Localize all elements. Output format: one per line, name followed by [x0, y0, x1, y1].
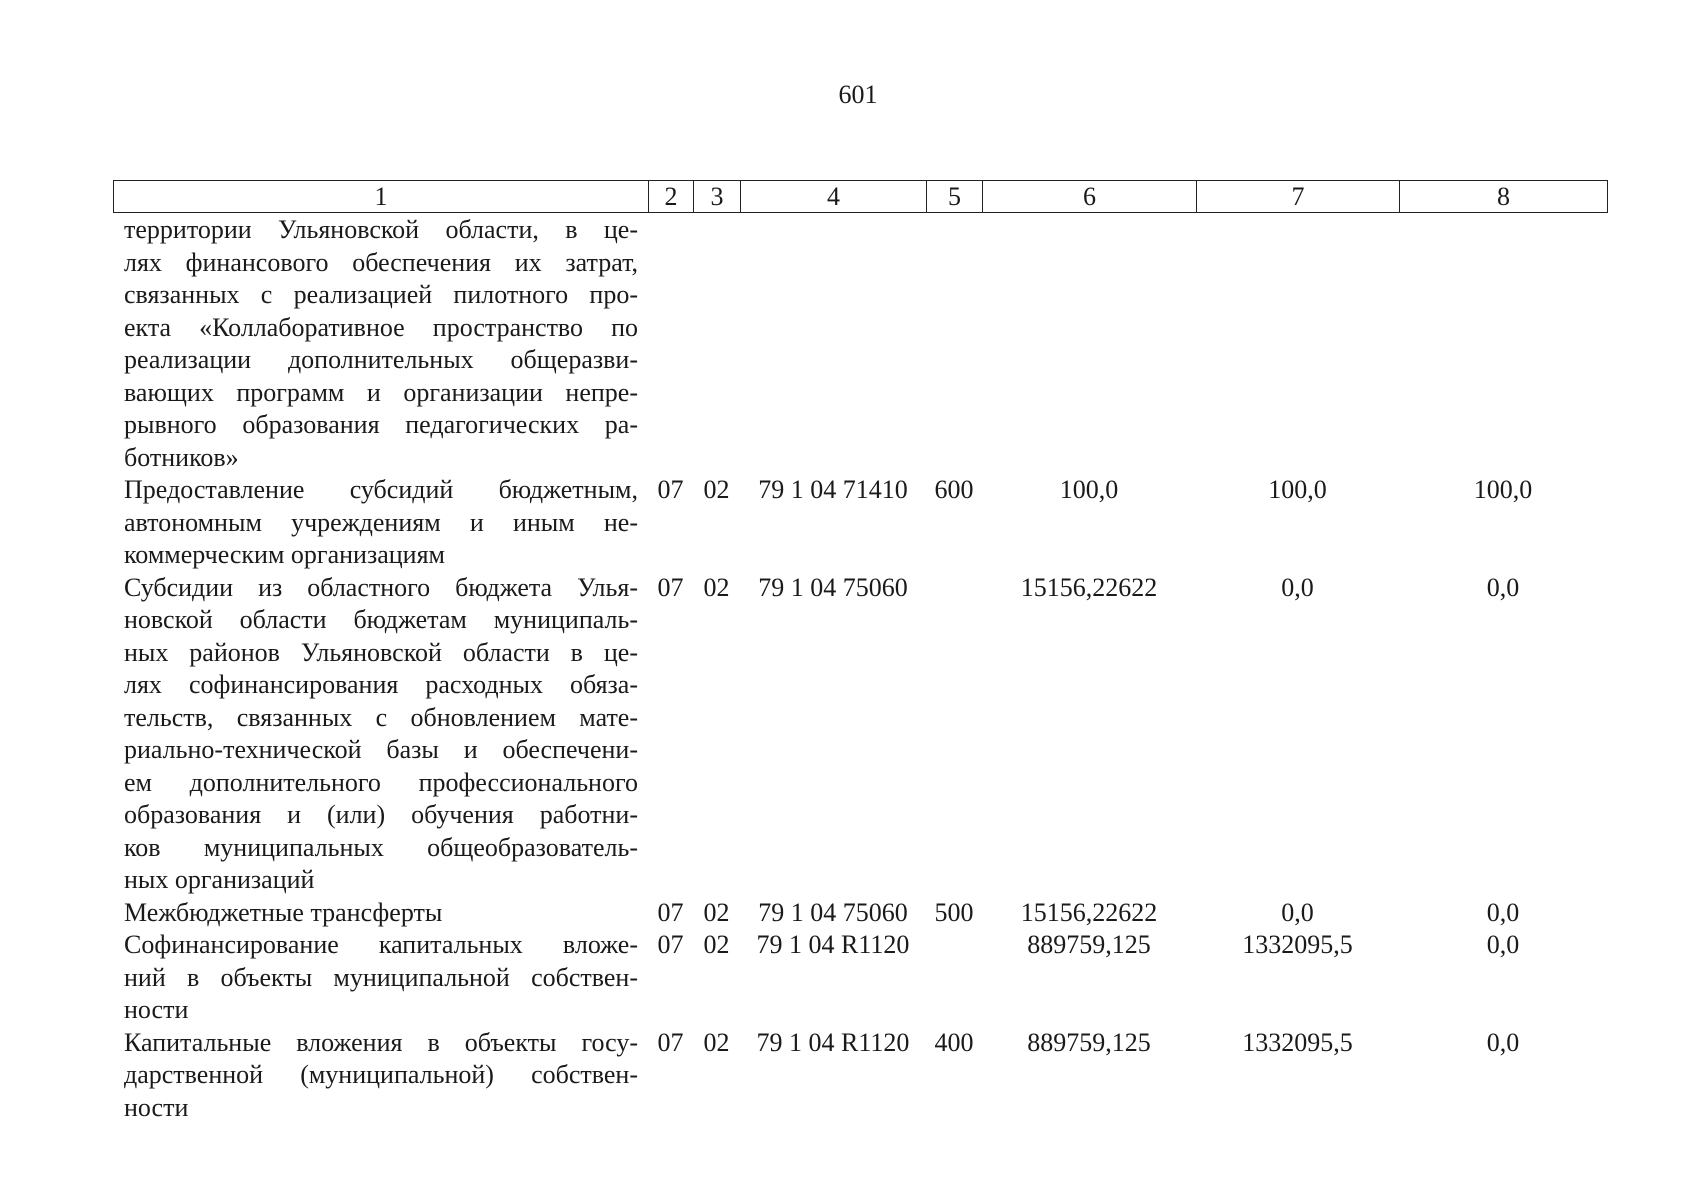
section-code: 07 — [657, 897, 684, 927]
description-line: Субсидии из областного бюджета Улья- — [124, 572, 638, 602]
row-description — [113, 897, 648, 930]
section-code: 07 — [657, 475, 684, 504]
amount-col-6: 889759,125 — [1027, 1027, 1151, 1057]
description-line: дарственной (муниципальной) собствен- — [124, 1060, 638, 1089]
header-col-1: 1 — [114, 181, 649, 213]
description-line: ности — [124, 1092, 189, 1122]
amount-col-6: 15156,22622 — [1020, 897, 1158, 927]
subsection-code: 02 — [703, 1027, 730, 1057]
description-line: риально-технической базы и обеспечени- — [124, 735, 638, 764]
target-article-code: 79 1 04 71410 — [758, 475, 908, 504]
subsection-code: 02 — [703, 897, 730, 927]
description-line: ний в объекты муниципальной собствен- — [124, 962, 638, 992]
row-description — [113, 1027, 648, 1125]
amount-col-6: 100,0 — [1059, 475, 1119, 504]
subsection-code: 02 — [703, 930, 730, 959]
amount-col-6 — [982, 214, 1196, 474]
header-col-8: 8 — [1400, 181, 1608, 213]
description-line: ем дополнительного профессионального — [124, 767, 638, 797]
description-line: новской области бюджетам муниципаль- — [124, 605, 638, 634]
amount-col-8: 0,0 — [1486, 572, 1520, 602]
amount-col-8: 0,0 — [1486, 897, 1520, 927]
subsection-code: 02 — [703, 572, 730, 602]
table-header — [113, 180, 1608, 213]
description-line: лях софинансирования расходных обяза- — [124, 670, 638, 699]
description-line: ности — [124, 995, 189, 1024]
description-line: Предоставление субсидий бюджетным, — [124, 475, 638, 504]
expense-type-code: 400 — [934, 1027, 974, 1057]
description-line: Межбюджетные трансферты — [124, 897, 443, 927]
description-line: реализации дополнительных общеразви- — [124, 345, 638, 374]
amount-col-7: 0,0 — [1281, 572, 1314, 602]
section-code — [648, 214, 693, 474]
description-line: екта «Коллаборативное пространство по — [124, 312, 638, 342]
subsection-code — [693, 214, 740, 474]
description-line: тельств, связанных с обновлением мате- — [124, 702, 638, 732]
row-description — [113, 929, 648, 1027]
amount-col-7 — [1196, 214, 1399, 474]
description-line: ботников» — [124, 442, 239, 472]
header-col-4: 4 — [741, 181, 927, 213]
description-line: ков муниципальных общеобразователь- — [124, 832, 638, 862]
description-line: автономным учреждениям и иным не- — [124, 507, 638, 537]
expense-type-code — [926, 572, 982, 897]
table-row — [113, 214, 1607, 474]
table-row — [113, 474, 1607, 572]
amount-col-8: 0,0 — [1486, 1027, 1520, 1057]
amount-col-8: 100,0 — [1473, 475, 1533, 504]
expense-type-code: 600 — [934, 475, 974, 504]
description-line: ных организаций — [124, 865, 315, 894]
section-code: 07 — [657, 1027, 684, 1057]
amount-col-6: 15156,22622 — [1020, 572, 1158, 602]
header-row — [114, 181, 1608, 213]
description-line: ных районов Ульяновской области в це- — [124, 637, 638, 667]
header-col-6: 6 — [983, 181, 1197, 213]
header-col-7: 7 — [1197, 181, 1400, 213]
expense-type-code — [926, 214, 982, 474]
target-article-code — [740, 214, 926, 474]
description-line: образования и (или) обучения работни- — [124, 800, 638, 829]
table-row — [113, 929, 1607, 1027]
expense-type-code: 500 — [934, 897, 974, 927]
amount-col-7: 1332095,5 — [1242, 1027, 1353, 1057]
target-article-code: 79 1 04 R1120 — [756, 1027, 910, 1057]
description-line: вающих программ и организации непре- — [124, 377, 638, 407]
table-row — [113, 1027, 1607, 1125]
budget-table — [113, 214, 1607, 1124]
amount-col-7: 0,0 — [1281, 897, 1314, 927]
target-article-code: 79 1 04 R1120 — [756, 930, 910, 959]
header-col-2: 2 — [649, 181, 694, 213]
amount-col-8: 0,0 — [1486, 930, 1520, 959]
description-line: коммерческим организациям — [124, 540, 446, 569]
table-row — [113, 897, 1607, 930]
header-col-5: 5 — [927, 181, 983, 213]
description-line: Софинансирование капитальных вложе- — [124, 930, 638, 959]
amount-col-6: 889759,125 — [1027, 930, 1151, 959]
target-article-code: 79 1 04 75060 — [758, 897, 908, 927]
description-line: территории Ульяновской области, в це- — [124, 215, 638, 244]
subsection-code: 02 — [703, 475, 730, 504]
amount-col-7: 100,0 — [1268, 475, 1327, 504]
section-code: 07 — [657, 930, 684, 959]
section-code: 07 — [657, 572, 684, 602]
description-line: связанных с реализацией пилотного про- — [124, 280, 638, 309]
description-line: Капитальные вложения в объекты госу- — [124, 1027, 638, 1057]
row-description — [113, 214, 648, 474]
row-description — [113, 474, 648, 572]
description-line: рывного образования педагогических ра- — [124, 410, 638, 439]
expense-type-code — [926, 929, 982, 1027]
table-row — [113, 572, 1607, 897]
amount-col-7: 1332095,5 — [1242, 930, 1353, 959]
description-line: лях финансового обеспечения их затрат, — [124, 247, 638, 277]
row-description — [113, 572, 648, 897]
page-number: 601 — [838, 80, 878, 109]
header-col-3: 3 — [694, 181, 741, 213]
amount-col-8 — [1399, 214, 1607, 474]
target-article-code: 79 1 04 75060 — [758, 572, 908, 602]
